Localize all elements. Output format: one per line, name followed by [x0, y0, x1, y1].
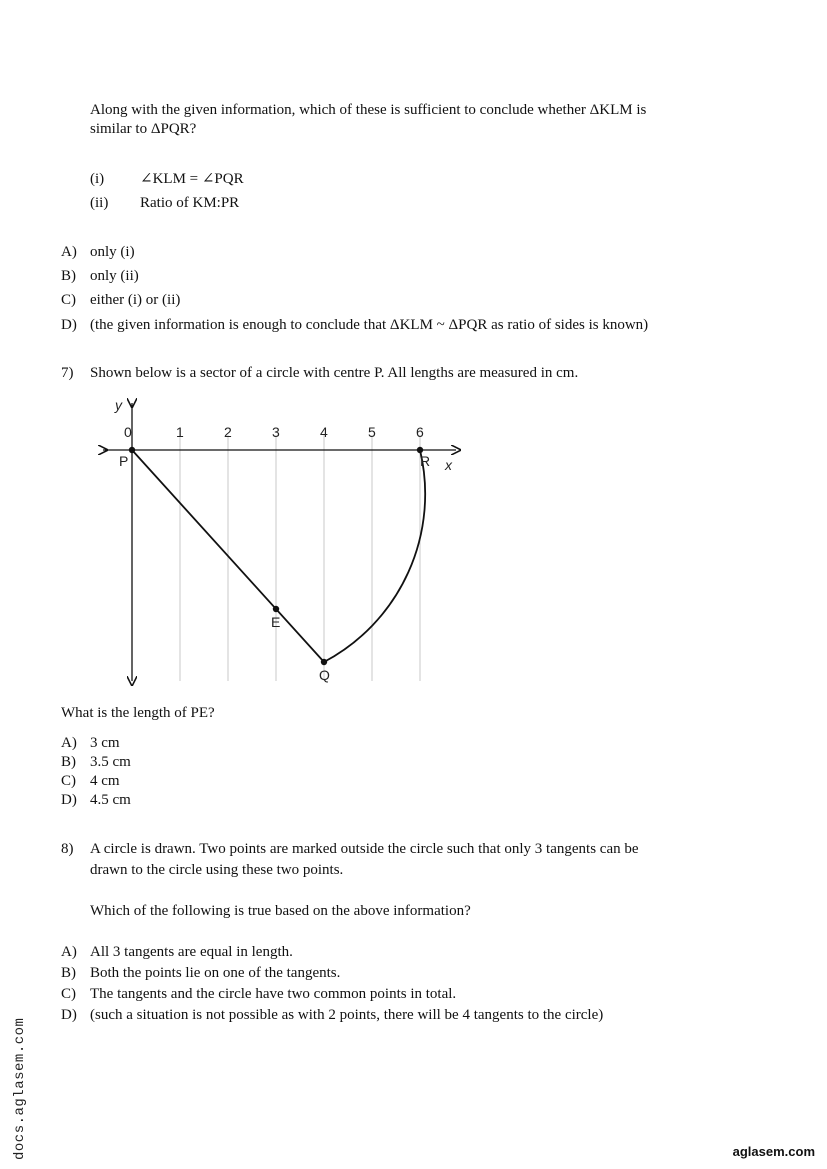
q6-stem-line1: Along with the given information, which of these is sufficient to conclude whether ΔKLM is	[90, 102, 647, 118]
option-text: (the given information is enough to conclude that ΔKLM ~ ΔPQR as ratio of sides is known)	[90, 317, 649, 333]
label-p: P	[119, 453, 129, 469]
option-label: C)	[61, 292, 76, 308]
footer-brand[interactable]: aglasem.com	[732, 1144, 815, 1159]
q8-stem-line2: drawn to the circle using these two points.	[90, 862, 344, 878]
label-r: R	[420, 453, 431, 469]
option-label: A)	[61, 244, 77, 260]
option-text: only (i)	[90, 244, 135, 260]
statement-label: (i)	[90, 171, 105, 187]
question-number: 7)	[61, 365, 74, 381]
point-q	[321, 659, 327, 665]
option-label: B)	[61, 754, 76, 770]
point-e	[273, 606, 279, 612]
option-text: 4.5 cm	[90, 792, 131, 808]
label-e: E	[271, 614, 281, 630]
option-label: B)	[61, 268, 76, 284]
x-axis-label: x	[445, 457, 452, 473]
option-text: only (ii)	[90, 268, 139, 284]
question-text: Shown below is a sector of a circle with centre P. All lengths are measured in cm.	[90, 365, 579, 381]
option-text: Both the points lie on one of the tangents.	[90, 965, 341, 981]
tick-label-6: 6	[416, 424, 424, 440]
option-label: C)	[61, 986, 76, 1002]
tick-label-1: 1	[176, 424, 184, 440]
tick-label-5: 5	[368, 424, 376, 440]
point-p	[129, 447, 135, 453]
option-text: 4 cm	[90, 773, 120, 789]
option-label: C)	[61, 773, 76, 789]
q8-question: Which of the following is true based on the above information?	[90, 903, 471, 919]
option-label: D)	[61, 792, 77, 808]
option-label: A)	[61, 944, 77, 960]
tick-label-3: 3	[272, 424, 280, 440]
option-text: (such a situation is not possible as with 2 points, there will be 4 tangents to the circle)	[90, 1007, 604, 1023]
option-text: 3 cm	[90, 735, 120, 751]
option-label: A)	[61, 735, 77, 751]
statement-text: ∠KLM = ∠PQR	[140, 171, 244, 187]
option-text: 3.5 cm	[90, 754, 131, 770]
side-watermark: docs.aglasem.com	[12, 1017, 28, 1160]
y-axis-label: y	[115, 397, 122, 413]
tick-label-0: 0	[124, 424, 132, 440]
figure-background	[95, 395, 465, 687]
option-label: D)	[61, 1007, 77, 1023]
question-text: A circle is drawn. Two points are marked outside the circle such that only 3 tangents can be	[90, 841, 639, 857]
option-text: All 3 tangents are equal in length.	[90, 944, 293, 960]
sector-figure	[95, 395, 465, 687]
option-label: D)	[61, 317, 77, 333]
tick-label-4: 4	[320, 424, 328, 440]
q7-question: What is the length of PE?	[61, 705, 215, 721]
option-label: B)	[61, 965, 76, 981]
q6-stem-line2: similar to ΔPQR?	[90, 121, 197, 137]
option-text: The tangents and the circle have two common points in total.	[90, 986, 457, 1002]
statement-label: (ii)	[90, 195, 109, 211]
label-q: Q	[319, 667, 330, 683]
tick-label-2: 2	[224, 424, 232, 440]
question-number: 8)	[61, 841, 74, 857]
statement-text: Ratio of KM:PR	[140, 195, 240, 211]
option-text: either (i) or (ii)	[90, 292, 181, 308]
